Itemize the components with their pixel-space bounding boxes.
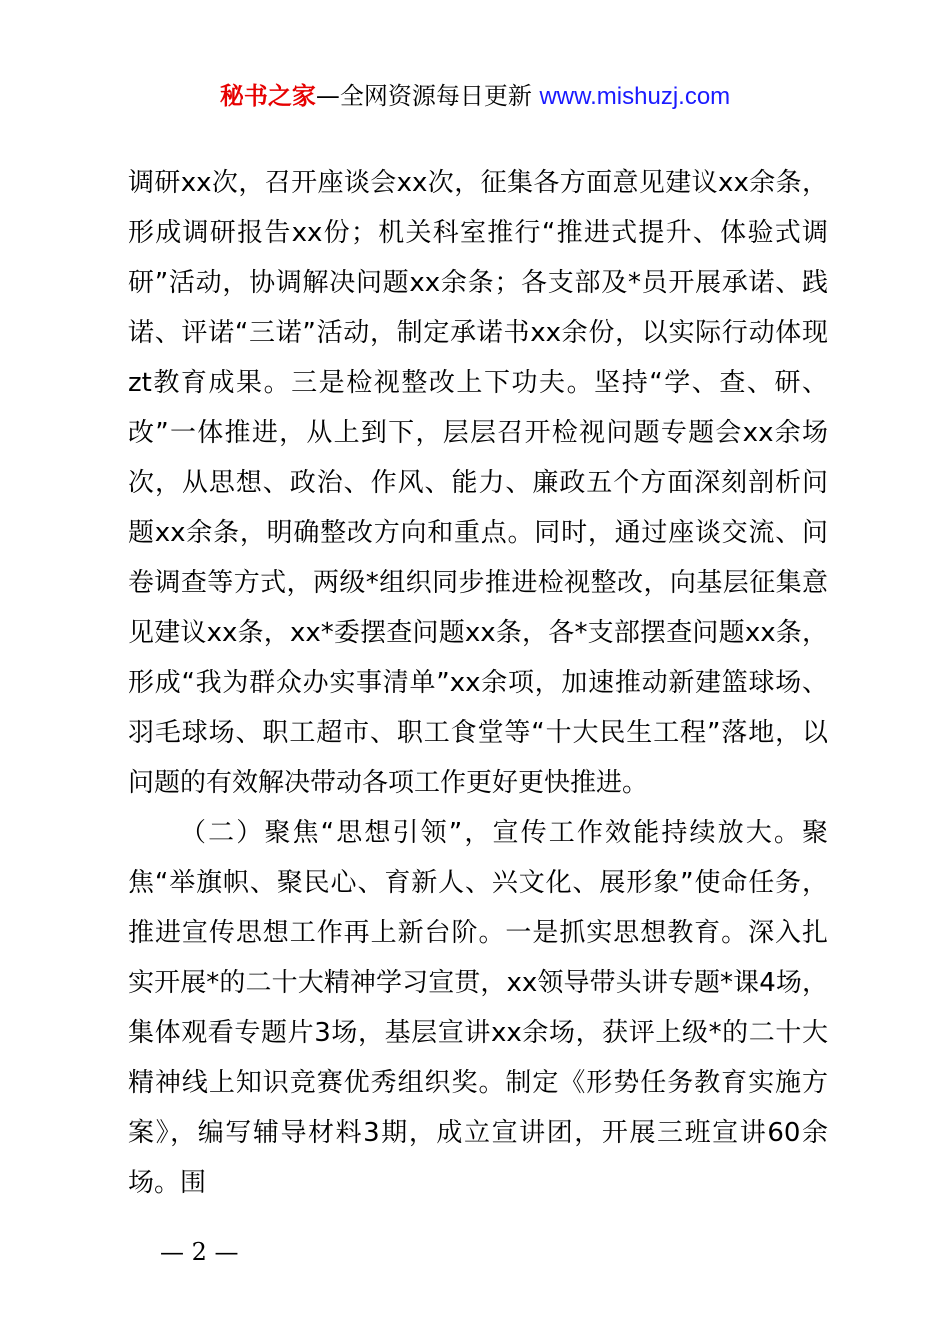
body-paragraph: 调研xx次，召开座谈会xx次，征集各方面意见建议xx余条，形成调研报告xx份；机关科室推行“推进式提升、体验式调研”活动，协调解决问题xx余条；各支部及*员开展承诺、践诺、评诺“三诺”活动，制定承诺书xx余份，以实际行动体现zt教育成果。三是检视整改上下功夫。坚持“学、查、研、改”一体推进，从上到下，层层召开检视问题专题会xx余场次，从思想、政治、作风、能力、廉政五个方面深刻剖析问题xx余条，明确整改方向和重点。同时，通过座谈交流、问卷调查等方式，两级*组织同步推进检视整改，向基层征集意见建议xx条，xx*委摆查问题xx条，各*支部摆查问题xx条，形成“我为群众办实事清单”xx余项，加速推动新建篮球场、羽毛球场、职工超市、职工食堂等“十大民生工程”落地，以问题的有效解决带动各项工作更好更快推进。	[128, 168, 828, 798]
site-header	[0, 80, 950, 113]
body-paragraph-section-heading: （二）聚焦“思想引领”，宣传工作效能持续放大。聚焦“举旗帜、聚民心、育新人、兴文化、展形象”使命任务，推进宣传思想工作再上新台阶。一是抓实思想教育。深入扎实开展*的二十大精神学习宣贯，xx领导带头讲专题*课4场，集体观看专题片3场，基层宣讲xx余场，获评上级*的二十大精神线上知识竞赛优秀组织奖。制定《形势任务教育实施方案》，编写辅导材料3期，成立宣讲团，开展三班宣讲60余场。围	[128, 818, 828, 1198]
document-body	[128, 158, 828, 1208]
site-slogan: —全网资源每日更新	[315, 82, 532, 110]
brand-name: 秘书之家	[219, 82, 316, 110]
page-number: — 2 —	[160, 1238, 239, 1266]
site-url[interactable]: www.mishuzj.com	[539, 83, 731, 110]
